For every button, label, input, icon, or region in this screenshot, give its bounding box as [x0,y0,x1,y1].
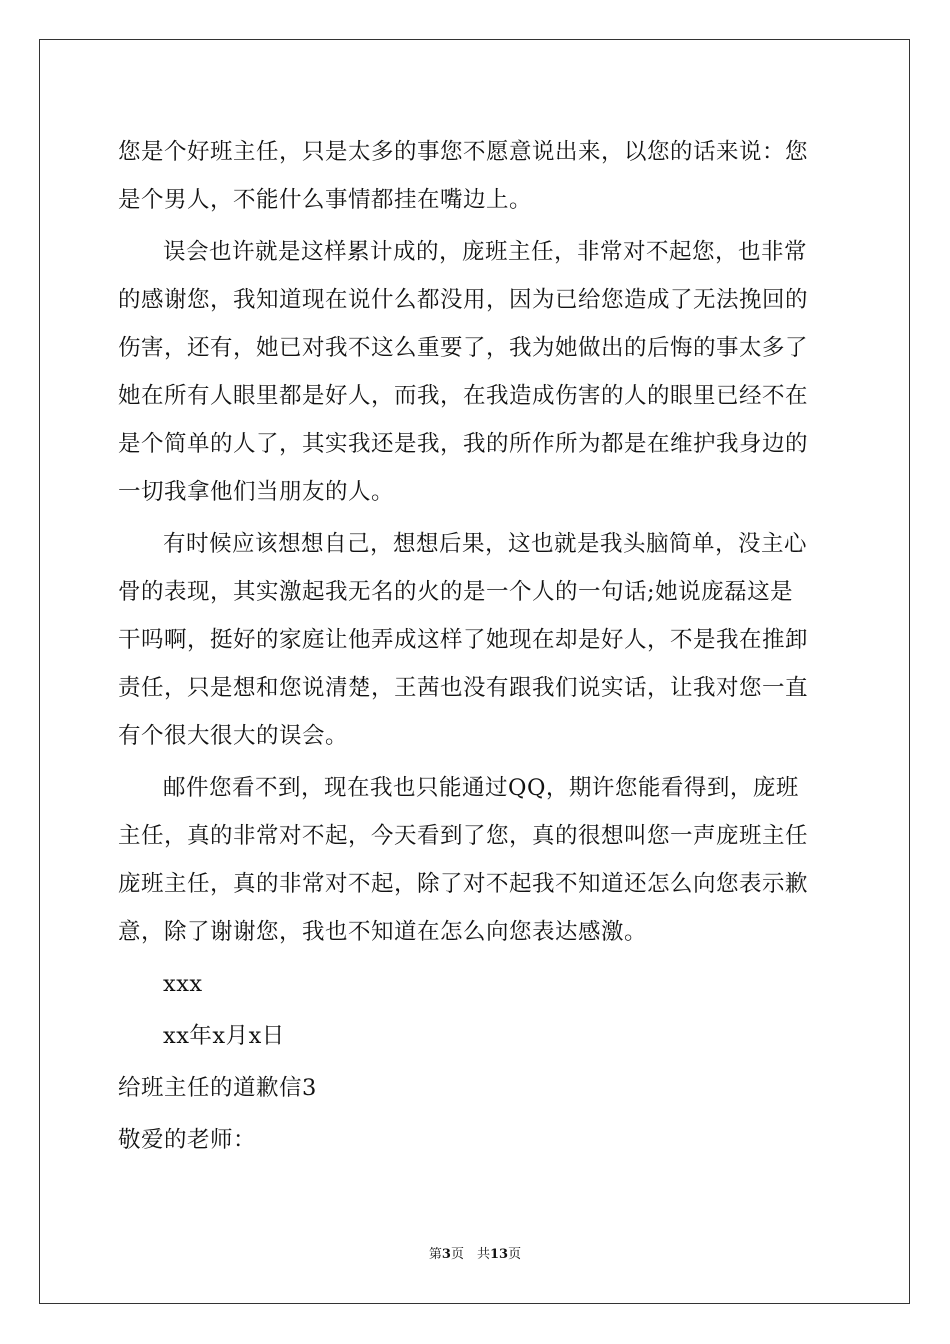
page-footer [0,1246,950,1264]
date: xx年x月x日 [163,1023,285,1049]
page-label-mid: 页 共 [450,1247,490,1262]
text-line: 误会也许就是这样累计成的，庞班主任，非常对不起您，也非常 [163,239,808,265]
text-line: 有时候应该想想自己，想想后果，这也就是我头脑简单，没主心 [163,531,808,557]
text-line: 伤害，还有，她已对我不这么重要了，我为她做出的后悔的事太多了 [118,335,809,361]
text-line: 一切我拿他们当朋友的人。 [118,479,395,505]
total-page-count: 13 [489,1247,509,1262]
text-line: 您是个好班主任，只是太多的事您不愿意说出来，以您的话来说：您 [118,139,809,165]
text-line: 主任，真的非常对不起，今天看到了您，真的很想叫您一声庞班主任 [118,823,809,849]
text-line: 是个简单的人了，其实我还是我，我的所作所为都是在维护我身边的 [118,431,809,457]
current-page-number: 3 [441,1247,451,1262]
page-label-prefix: 第 [428,1247,442,1262]
text-line: 责任，只是想和您说清楚，王茜也没有跟我们说实话，让我对您一直 [118,675,809,701]
text-line: 意，除了谢谢您，我也不知道在怎么向您表达感激。 [118,919,648,945]
paragraph-2 [118,228,838,516]
text-line: 骨的表现，其实激起我无名的火的是一个人的一句话;她说庞磊这是 [118,579,794,605]
next-letter-title: 给班主任的道歉信3 [118,1075,317,1101]
text-line: 她在所有人眼里都是好人，而我，在我造成伤害的人的眼里已经不在 [118,383,809,409]
signature: xxx [163,971,203,997]
page-label-suffix: 页 [508,1247,522,1262]
text-line: 干吗啊，挺好的家庭让他弄成这样了她现在却是好人，不是我在推卸 [118,627,809,653]
text-line: 的感谢您，我知道现在说什么都没用，因为已给您造成了无法挽回的 [118,287,809,313]
paragraph-3 [118,520,838,760]
paragraph-4 [118,764,838,956]
salutation: 敬爱的老师： [118,1127,257,1153]
paragraph-1 [118,128,838,224]
text-line: 有个很大很大的误会。 [118,723,349,749]
text-line: 庞班主任，真的非常对不起，除了对不起我不知道还怎么向您表示歉 [118,871,809,897]
text-line: 邮件您看不到，现在我也只能通过QQ，期许您能看得到，庞班 [163,775,799,801]
document-body [118,128,838,1164]
text-line: 是个男人，不能什么事情都挂在嘴边上。 [118,187,533,213]
